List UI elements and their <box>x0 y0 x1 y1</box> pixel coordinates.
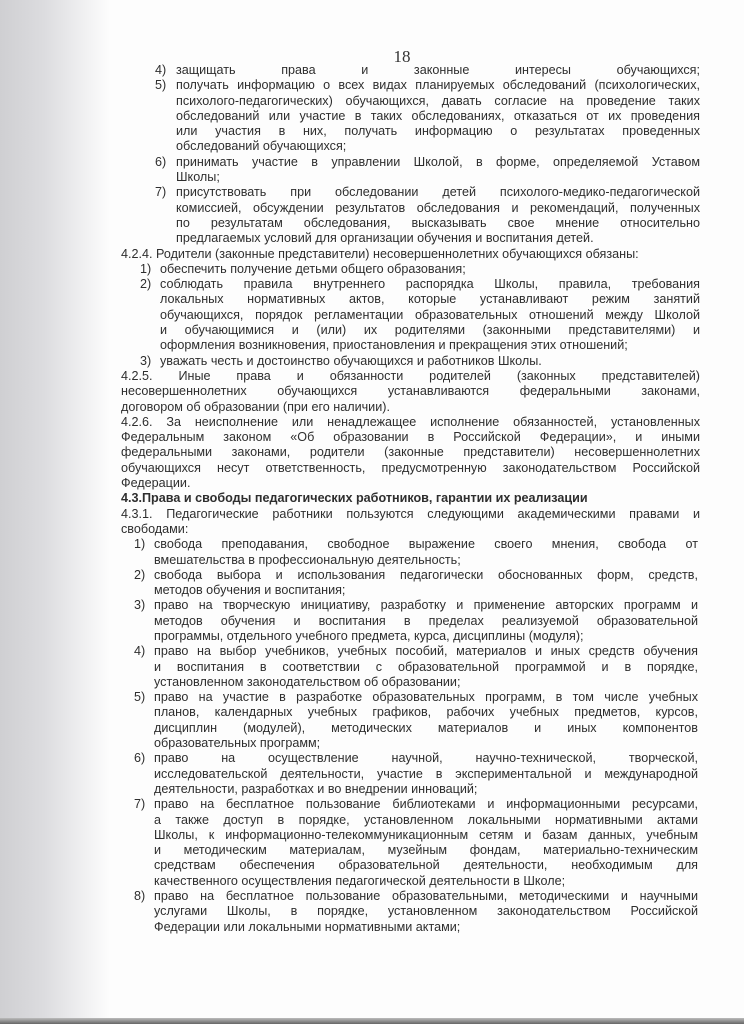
text-line: 4.3.Права и свободы педагогических работников, гарантии их реализации <box>121 491 588 506</box>
text-line: обследований или участие в таких обследованиях, отказаться от их проведения <box>176 108 700 123</box>
text-line: предлагаемых условий для организации обучения и воспитания детей. <box>176 231 594 246</box>
list-item <box>155 185 700 246</box>
text-line: планов, календарных учебных графиков, рабочих учебных предметов, курсов, <box>154 705 698 720</box>
text-line: право на бесплатное пользование образовательными, методическими и научными <box>154 889 698 904</box>
text-line: получать информацию о всех видах планируемых обследований (психологических, <box>176 78 700 93</box>
text-line: присутствовать при обследовании детей психолого-медико-педагогической <box>176 185 700 200</box>
text-line: Федерации или локальными нормативными актами; <box>154 919 461 934</box>
paragraph <box>121 369 700 415</box>
scan-bottom-edge <box>0 1018 744 1024</box>
list-item <box>140 261 700 277</box>
text-line: психолого-педагогических) обучающихся, давать согласие на проведение таких <box>176 93 700 108</box>
list-number: 7) <box>155 185 167 200</box>
text-line: услугами Школы, в порядке, установленном законодательством Российской <box>154 904 698 919</box>
list-number: 2) <box>134 567 146 582</box>
list-number: 3) <box>140 353 152 368</box>
text-line: уважать честь и достоинство обучающихся и работников Школы. <box>160 353 542 368</box>
text-line: договором об образовании (при его наличии). <box>121 399 390 414</box>
list-item <box>140 277 700 353</box>
text-line: деятельности, разработках и во внедрении инноваций; <box>154 781 478 796</box>
paragraph <box>121 247 700 262</box>
list-item <box>134 889 698 935</box>
list-item <box>134 644 698 690</box>
text-line: вмешательства в профессиональную деятельность; <box>154 552 461 567</box>
text-line: Школы; <box>176 170 220 185</box>
list-item <box>134 690 698 751</box>
text-line: Федеральным законом «Об образовании в Российской Федерации», и иными <box>121 430 700 445</box>
text-line: 4.3.1. Педагогические работники пользуются следующими академическими правами и <box>121 506 700 521</box>
text-line: право на осуществление научной, научно-технической, творческой, <box>154 751 698 766</box>
text-line: а также доступ в порядке, установленном локальными нормативными актами <box>154 812 698 827</box>
text-line: свобода выбора и использования педагогически обоснованных форм, средств, <box>154 567 698 582</box>
text-line: Школы, к информационно-телекоммуникационным сетям и базам данных, учебным <box>154 827 698 842</box>
list-item <box>134 797 698 889</box>
text-line: исследовательской деятельности, участие в экспериментальной и международной <box>154 766 698 781</box>
text-line: методов обучения и воспитания в пределах реализуемой образовательной <box>154 613 698 628</box>
text-line: дисциплин (модулей), методических материалов и иных компонентов <box>154 720 698 735</box>
text-line: по результатам обследования, высказывать свое мнение относительно <box>176 215 700 230</box>
text-line: принимать участие в управлении Школой, в форме, определяемой Уставом <box>176 154 700 169</box>
text-line: федеральными законами, родители (законные представители) несовершеннолетних <box>121 445 700 460</box>
list-item <box>140 353 700 369</box>
text-line: защищать права и законные интересы обучающихся; <box>176 63 700 77</box>
text-line: и обучающимися и (или) их родителями (законными представителями) и <box>160 323 700 338</box>
text-line: локальных нормативных актов, которые устанавливают режим занятий <box>160 292 700 307</box>
text-line: средствам обеспечения образовательной деятельности, необходимым для <box>154 858 698 873</box>
text-line: и воспитания в соответствии с образовательной программой и в порядке, <box>154 659 698 674</box>
list-number: 6) <box>134 751 146 766</box>
list-number: 1) <box>134 537 146 552</box>
list-item <box>134 751 698 797</box>
list-number: 1) <box>140 261 152 276</box>
text-line: обучающихся несут ответственность, предусмотренную законодательством Российской <box>121 460 700 475</box>
text-line: комиссией, обсуждении результатов обследования и рекомендаций, полученных <box>176 200 700 215</box>
text-line: качественного осуществления педагогической деятельности в Школе; <box>154 873 566 888</box>
page-number: 18 <box>393 47 411 66</box>
text-line: право на выбор учебников, учебных пособий, материалов и иных средств обучения <box>154 644 698 659</box>
list-item <box>155 78 700 154</box>
text-line: методов обучения и воспитания; <box>154 583 346 598</box>
list-number: 5) <box>155 78 167 93</box>
list-item <box>134 537 698 568</box>
text-line: соблюдать правила внутреннего распорядка Школы, правила, требования <box>160 277 700 292</box>
text-line: свободами: <box>121 521 189 536</box>
paragraph <box>121 415 700 491</box>
document-body <box>0 63 744 935</box>
text-line: или участия в них, получать информацию о результатах проведенных <box>176 124 700 139</box>
text-line: и методическим материалам, музейным фондам, материально-техническим <box>154 843 698 858</box>
list-item <box>155 63 700 78</box>
text-line: обследований обучающихся; <box>176 139 347 154</box>
list-number: 4) <box>134 644 146 659</box>
text-line: программы, отдельного учебного предмета, курса, дисциплины (модуля); <box>154 628 584 643</box>
list-number: 7) <box>134 797 146 812</box>
list-item <box>134 598 698 644</box>
list-number: 2) <box>140 277 152 292</box>
text-line: образовательных программ; <box>154 736 321 751</box>
text-line: свобода преподавания, свободное выражение своего мнения, свобода от <box>154 537 698 552</box>
list-item <box>134 567 698 599</box>
text-line: право на участие в разработке образовательных программ, в том числе учебных <box>154 690 698 705</box>
list-number: 8) <box>134 889 146 904</box>
paragraph <box>121 507 700 538</box>
text-line: право на бесплатное пользование библиотеками и информационными ресурсами, <box>154 797 698 812</box>
section-heading <box>121 491 700 506</box>
text-line: Федерации. <box>121 476 191 491</box>
text-line: 4.2.6. За неисполнение или ненадлежащее исполнение обязанностей, установленных <box>121 414 700 429</box>
text-line: 4.2.5. Иные права и обязанности родителей (законных представителей) <box>121 368 700 383</box>
text-line: обеспечить получение детьми общего образования; <box>160 261 466 276</box>
text-line: установленном законодательством об образовании; <box>154 674 461 689</box>
list-number: 6) <box>155 154 167 169</box>
list-number: 5) <box>134 690 146 705</box>
text-line: оформления возникновения, приостановления и прекращения этих отношений; <box>160 338 628 353</box>
list-number: 4) <box>155 63 167 77</box>
list-number: 3) <box>134 598 146 613</box>
text-line: право на творческую инициативу, разработку и применение авторских программ и <box>154 598 698 613</box>
text-line: 4.2.4. Родители (законные представители) несовершеннолетних обучающихся обязаны: <box>121 246 639 261</box>
text-line: обучающихся, порядок регламентации образовательных отношений между Школой <box>160 307 700 322</box>
text-line: несовершеннолетних обучающихся устанавливаются федеральными законами, <box>121 384 700 399</box>
list-item <box>155 154 700 186</box>
